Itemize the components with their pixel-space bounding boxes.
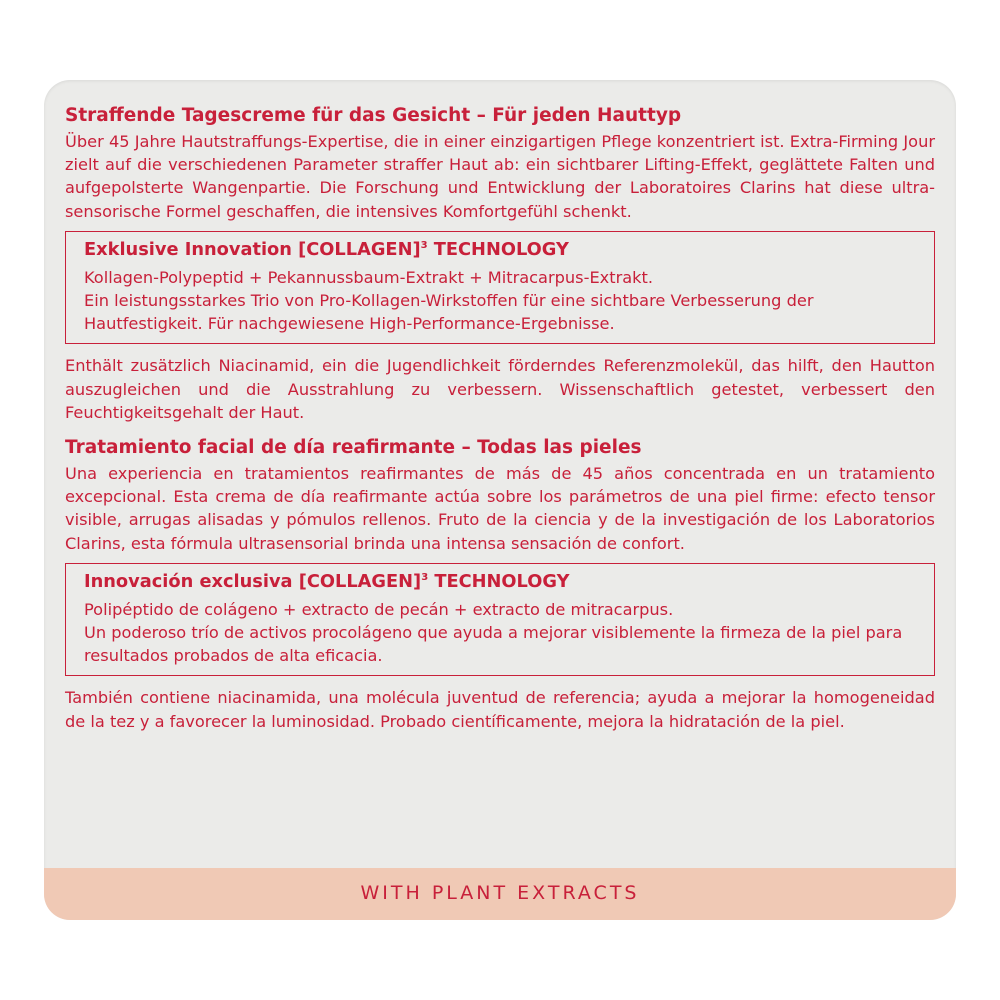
plant-extracts-strip xyxy=(44,868,956,920)
german-ingredients-line: Kollagen-Polypeptid + Pekannussbaum-Extrakt + Mitracarpus-Extrakt. xyxy=(84,267,654,287)
spanish-innovation-title-tail: TECHNOLOGY xyxy=(428,570,570,592)
spanish-heading: Tratamiento facial de día reafirmante – Todas las pieles xyxy=(65,437,642,459)
german-benefit-line: Ein leistungsstarkes Trio von Pro-Kollagen-Wirkstoffen für eine sichtbare Verbesserung der Hautfestigkeit. Für nachgewiesene High-Performance-Ergebnisse. xyxy=(84,291,814,334)
spanish-ingredients-line: Polipéptido de colágeno + extracto de pecán + extracto de mitracarpus. xyxy=(84,599,674,619)
spanish-intro-paragraph: Una experiencia en tratamientos reafirmantes de más de 45 años concentrada en un tratamiento excepcional. Esta crema de día reafirmante actúa sobre los parámetros de una piel firme: efecto tensor visible, arrugas alisadas y pómulos rellenos. Fruto de la ciencia y de la investigación de los Laboratorios Clarins, esta fórmula ultrasensorial brinda una intensa sensación de confort. xyxy=(65,464,935,553)
german-heading: Straffende Tagescreme für das Gesicht – Für jeden Hauttyp xyxy=(65,105,682,126)
spanish-innovation-title-main: Innovación exclusiva [COLLAGEN] xyxy=(84,570,422,592)
german-innovation-title-main: Exklusive Innovation [COLLAGEN] xyxy=(84,238,421,260)
label-text-content xyxy=(65,104,935,733)
german-innovation-title-superscript: 3 xyxy=(420,239,428,251)
german-innovation-box xyxy=(65,231,935,345)
spanish-innovation-title xyxy=(84,570,916,594)
product-label-panel xyxy=(44,80,956,920)
german-outro-paragraph: Enthält zusätzlich Niacinamid, ein die Jugendlichkeit förderndes Referenzmolekül, das hilft, den Hautton auszugleichen und die Ausstrahlung zu verbessern. Wissenschaftlich getestet, verbessert den Feuchtigkeitsgehalt der Haut. xyxy=(65,356,935,422)
spanish-benefit-line: Un poderoso trío de activos procolágeno que ayuda a mejorar visiblemente la firmeza de la piel para resultados probados de alta eficacia. xyxy=(84,623,903,666)
spanish-innovation-box xyxy=(65,563,935,677)
spanish-innovation-title-superscript: 3 xyxy=(421,571,429,583)
german-intro-paragraph: Über 45 Jahre Hautstraffungs-Expertise, die in einer einzigartigen Pflege konzentriert ist. Extra-Firming Jour zielt auf die verschiedenen Parameter straffer Haut ab: ein sichtbarer Lifting-Effekt, geglättete Falten und aufgepolsterte Wangenpartie. Die Forschung und Entwicklung der Laboratoires Clarins hat diese ultra-sensorische Formel geschaffen, die intensives Komfortgefühl schenkt. xyxy=(65,132,935,221)
german-innovation-title xyxy=(84,238,916,262)
german-innovation-title-tail: TECHNOLOGY xyxy=(427,238,569,260)
plant-extracts-label: WITH PLANT EXTRACTS xyxy=(360,882,640,904)
spanish-outro-paragraph: También contiene niacinamida, una molécula juventud de referencia; ayuda a mejorar la homogeneidad de la tez y a favorecer la luminosidad. Probado científicamente, mejora la hidratación de la piel. xyxy=(65,688,935,731)
